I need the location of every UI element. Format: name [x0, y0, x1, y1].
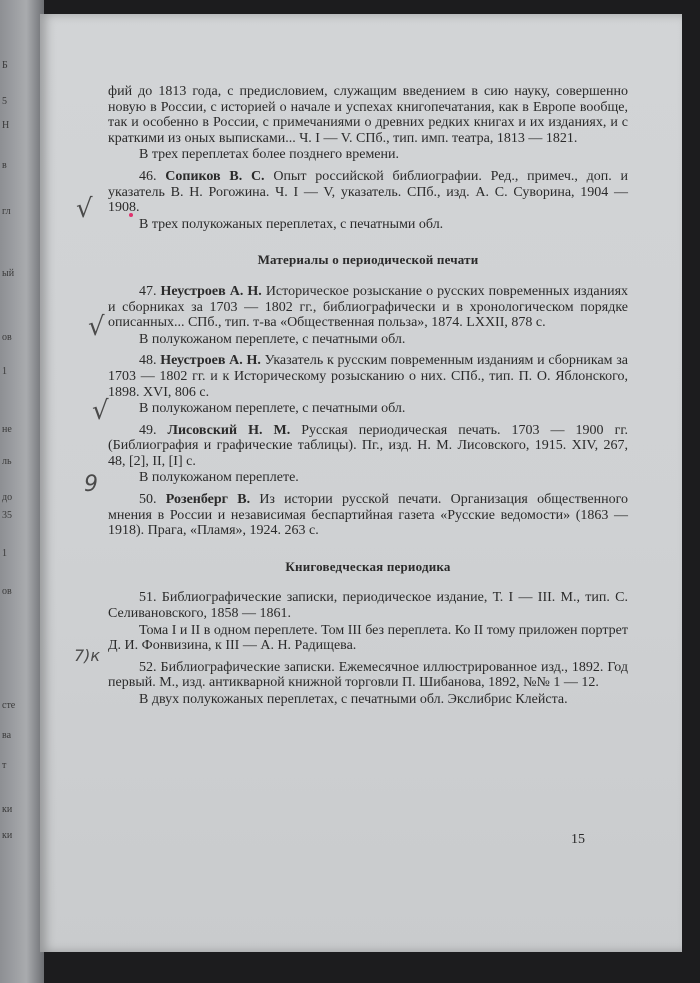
entry-number: 52. — [139, 659, 157, 675]
entry-number: 48. — [139, 353, 157, 369]
entry-text — [108, 492, 628, 539]
left-page-fragment: 1 — [2, 548, 7, 559]
entry-note: В трех полукожаных переплетах, с печатными обл. — [139, 216, 444, 232]
entry-text — [108, 353, 628, 400]
entry-note: В полукожаном переплете, с печатными обл. — [139, 401, 406, 417]
margin-checkmark: √ — [92, 396, 109, 426]
left-page-edge — [0, 0, 44, 983]
entry-text — [108, 284, 628, 331]
section-title: Книговедческая периодика — [285, 558, 451, 574]
entry-47 — [108, 284, 628, 347]
page-number: 15 — [571, 832, 585, 847]
margin-checkmark: √ — [88, 312, 105, 342]
book-page — [40, 14, 682, 952]
left-page-fragment: ки — [2, 804, 13, 815]
left-page-fragment: гл — [2, 206, 11, 217]
entry-52 — [108, 660, 628, 708]
entry-description: Библиографические записки, периодическое издание, Т. I — III. М., тип. С. Селивановского, 1858 — 1861. — [108, 590, 628, 622]
entry-number: 47. — [139, 283, 157, 299]
entry-number: 51. — [139, 590, 157, 606]
entry-description: Указатель к русским повременным изданиям и сборникам за 1703 — 1802 гг. и к Историческому розысканию о них. СПб., тип. П. О. Яблонского, 1898. XVI, 806 с. — [108, 353, 629, 400]
entry-continuation — [108, 84, 628, 163]
entry-text — [108, 423, 628, 470]
left-page-fragment: 1 — [2, 366, 7, 377]
entry-note: Тома I и II в одном переплете. Том III без переплета. Ко II тому приложен портрет Д. И. Фонвизина, к III — А. Н. Радищева. — [108, 622, 628, 654]
page-text — [108, 84, 628, 714]
entry-text — [108, 660, 628, 691]
entry-author: Лисовский Н. М. — [167, 422, 291, 438]
left-page-fragment: ов — [2, 332, 12, 343]
entry-49 — [108, 423, 628, 486]
entry-description: Из истории русской печати. Организация общественного мнения в России и независимая беспартийная газета «Русские ведомости» (1863 — 1918). Прага, «Пламя», 1924. 263 с. — [108, 492, 629, 539]
entry-note: В полукожаном переплете, с печатными обл. — [139, 331, 406, 347]
entry-50 — [108, 492, 628, 539]
entry-note: В трех переплетах более позднего времени. — [139, 147, 399, 163]
entry-note: В двух полукожаных переплетах, с печатными обл. Экслибрис Клейста. — [139, 692, 568, 707]
entry-text — [108, 590, 628, 621]
entry-number: 50. — [139, 492, 157, 508]
entry-number: 49. — [139, 422, 157, 438]
left-page-fragment: до — [2, 492, 13, 503]
left-page-fragment: 5 — [2, 96, 7, 107]
left-page-fragment: ки — [2, 830, 13, 841]
left-page-fragment: ый — [2, 268, 15, 279]
left-page-fragment: Б — [2, 60, 8, 71]
section-title: Материалы о периодической печати — [257, 252, 479, 268]
entry-text — [108, 169, 628, 216]
left-page-fragment: в — [2, 160, 7, 171]
entry-text: фий до 1813 года, с предисловием, служащим введением в сию науку, совершенно новую в России, с историей о начале и успехах книгопечатания, как в Европе вообще, так и особенно в России, с примечаниями о древних редких книгах и их изданиях, и с краткими из оных выписками... Ч. I — V. СПб., тип. имп. театра, 1813 — 1821. — [108, 84, 628, 146]
margin-pencil-mark: 9 — [84, 472, 98, 497]
left-page-fragment: сте — [2, 700, 16, 711]
entry-note: В полукожаном переплете. — [139, 470, 299, 486]
left-page-fragment: ов — [2, 586, 12, 597]
entry-author: Неустроев А. Н. — [160, 283, 262, 299]
left-page-fragment: ль — [2, 456, 12, 467]
left-page-fragment: 35 — [2, 510, 12, 521]
entry-51 — [108, 590, 628, 653]
entry-46 — [108, 169, 628, 232]
entry-48 — [108, 353, 628, 416]
left-page-fragment: Н — [2, 120, 10, 131]
entry-description: Библиографические записки. Ежемесячное иллюстрированное изд., 1892. Год первый. М., изд. антикварной книжной торговли П. Шибанова, 1892, №№ 1 — 12. — [108, 659, 628, 691]
entry-author: Розенберг В. — [165, 492, 251, 508]
entry-number: 46. — [139, 168, 157, 184]
entry-description: Историческое розыскание о русских повременных изданиях и сборниках за 1703 — 1802 гг., библиографически и в хронологическом порядке описанных... СПб., тип. т-ва «Общественная польза», 1874. LXXII, 878 с. — [108, 283, 629, 331]
margin-pencil-mark: 7)к — [74, 646, 101, 665]
entry-author: Неустроев А. Н. — [160, 353, 261, 369]
margin-checkmark: √ — [76, 194, 93, 224]
left-page-fragment: ва — [2, 730, 12, 741]
left-page-fragment: т — [2, 760, 7, 771]
entry-author: Сопиков В. С. — [165, 168, 265, 184]
entry-description: Русская периодическая печать. 1703 — 1900 гг. (Библиография и графические таблицы). Пг., изд. Н. М. Лисовского, 1915. XIV, 267, 48, [2], II, [I] с. — [108, 422, 628, 469]
left-page-fragment: не — [2, 424, 12, 435]
entry-description: Опыт российской библиографии. Ред., примеч., доп. и указатель В. Н. Рогожина. Ч. I — V, указатель. СПб., изд. А. С. Суворина, 1904 — 1908. — [108, 168, 629, 216]
